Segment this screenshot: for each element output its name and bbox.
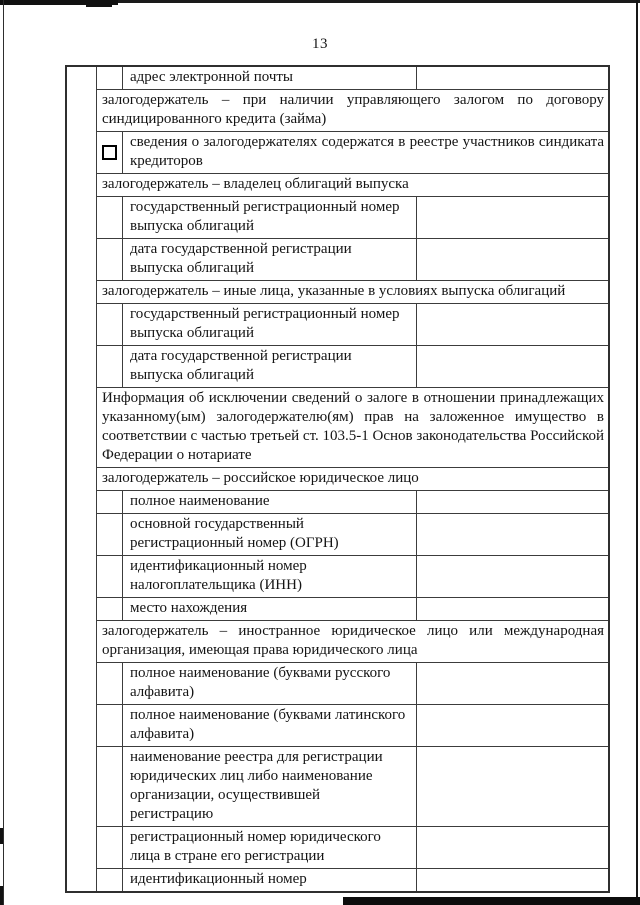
checkbox-label: сведения о залогодержателях содержатся в реестре участников синдиката кредиторов <box>130 134 604 169</box>
page-frame-top-blob <box>86 0 112 7</box>
field-value-cell <box>417 598 608 620</box>
field-label: адрес электронной почты <box>123 67 417 89</box>
field-value-cell <box>417 304 608 345</box>
indent-cell <box>97 491 123 513</box>
checkbox-cell <box>97 132 123 173</box>
page-number: 13 <box>312 36 328 52</box>
section-header-cell: залогодержатель – при наличии управляющего залогом по договору синдицированного кредита (займа) <box>102 92 604 127</box>
field-value-cell <box>417 663 608 704</box>
table-row <box>97 704 608 746</box>
table-row <box>97 490 608 513</box>
table-row-section <box>97 280 608 303</box>
field-value-cell <box>417 491 608 513</box>
table-row-info <box>97 387 608 467</box>
field-value-cell <box>417 827 608 868</box>
page-frame-right <box>636 0 639 905</box>
table-row <box>97 238 608 280</box>
field-value-cell <box>417 747 608 826</box>
form-table <box>65 65 610 893</box>
field-label: дата государственной регистрации выпуска облигаций <box>123 239 417 280</box>
table-row <box>97 597 608 620</box>
table-row <box>97 345 608 387</box>
page-frame-bottom <box>343 897 640 905</box>
field-value-cell <box>417 869 608 891</box>
section-header-cell: залогодержатель – владелец облигаций выпуска <box>102 176 409 192</box>
field-label: полное наименование <box>123 491 417 513</box>
checkbox-icon[interactable] <box>102 145 117 160</box>
table-row <box>97 746 608 826</box>
field-label: место нахождения <box>123 598 417 620</box>
section-header-cell: залогодержатель – иностранное юридическое лицо или международная организация, имеющая права юридического лица <box>102 623 604 658</box>
field-value-cell <box>417 239 608 280</box>
indent-cell <box>97 239 123 280</box>
section-header-cell: залогодержатель – российское юридическое лицо <box>102 470 419 486</box>
indent-cell <box>97 514 123 555</box>
indent-cell <box>97 747 123 826</box>
outer-span-column <box>67 67 97 891</box>
table-row-checkbox <box>97 131 608 173</box>
field-label: полное наименование (буквами русского алфавита) <box>123 663 417 704</box>
table-row <box>97 303 608 345</box>
table-row <box>97 67 608 89</box>
table-row-section <box>97 620 608 662</box>
indent-cell <box>97 346 123 387</box>
indent-cell <box>97 304 123 345</box>
table-row <box>97 868 608 891</box>
table-row <box>97 555 608 597</box>
table-row <box>97 196 608 238</box>
field-value-cell <box>417 514 608 555</box>
table-row <box>97 513 608 555</box>
indent-cell <box>97 827 123 868</box>
scan-edge-mark <box>0 828 3 844</box>
field-value-cell <box>417 556 608 597</box>
field-label: наименование реестра для регистрации юридических лиц либо наименование организации, осуществившей регистрацию <box>123 747 417 826</box>
indent-cell <box>97 663 123 704</box>
field-value-cell <box>417 197 608 238</box>
page-frame-left <box>3 0 4 905</box>
table-row <box>97 826 608 868</box>
field-label: основной государственный регистрационный номер (ОГРН) <box>123 514 417 555</box>
table-row-section <box>97 89 608 131</box>
table-row-section <box>97 467 608 490</box>
indent-cell <box>97 556 123 597</box>
field-value-cell <box>417 346 608 387</box>
section-header-cell: залогодержатель – иные лица, указанные в условиях выпуска облигаций <box>102 283 566 299</box>
field-label: полное наименование (буквами латинского алфавита) <box>123 705 417 746</box>
field-label: идентификационный номер налогоплательщика (ИНН) <box>123 556 417 597</box>
indent-cell <box>97 705 123 746</box>
form-rows <box>97 67 608 891</box>
indent-cell <box>97 869 123 891</box>
indent-cell <box>97 67 123 89</box>
field-label: идентификационный номер <box>123 869 417 891</box>
field-value-cell <box>417 67 608 89</box>
table-row-section <box>97 173 608 196</box>
field-label: дата государственной регистрации выпуска облигаций <box>123 346 417 387</box>
info-text-cell: Информация об исключении сведений о залоге в отношении принадлежащих указанному(ым) залогодержателю(ям) прав на заложенное имущество в соответствии с частью третьей ст. 103.5-1 Основ законодательства Российской Федерации о нотариате <box>102 390 604 463</box>
table-row <box>97 662 608 704</box>
field-label: государственный регистрационный номер выпуска облигаций <box>123 197 417 238</box>
indent-cell <box>97 598 123 620</box>
field-label: государственный регистрационный номер выпуска облигаций <box>123 304 417 345</box>
indent-cell <box>97 197 123 238</box>
field-value-cell <box>417 705 608 746</box>
scan-edge-mark <box>0 886 3 905</box>
field-label: регистрационный номер юридического лица в стране его регистрации <box>123 827 417 868</box>
